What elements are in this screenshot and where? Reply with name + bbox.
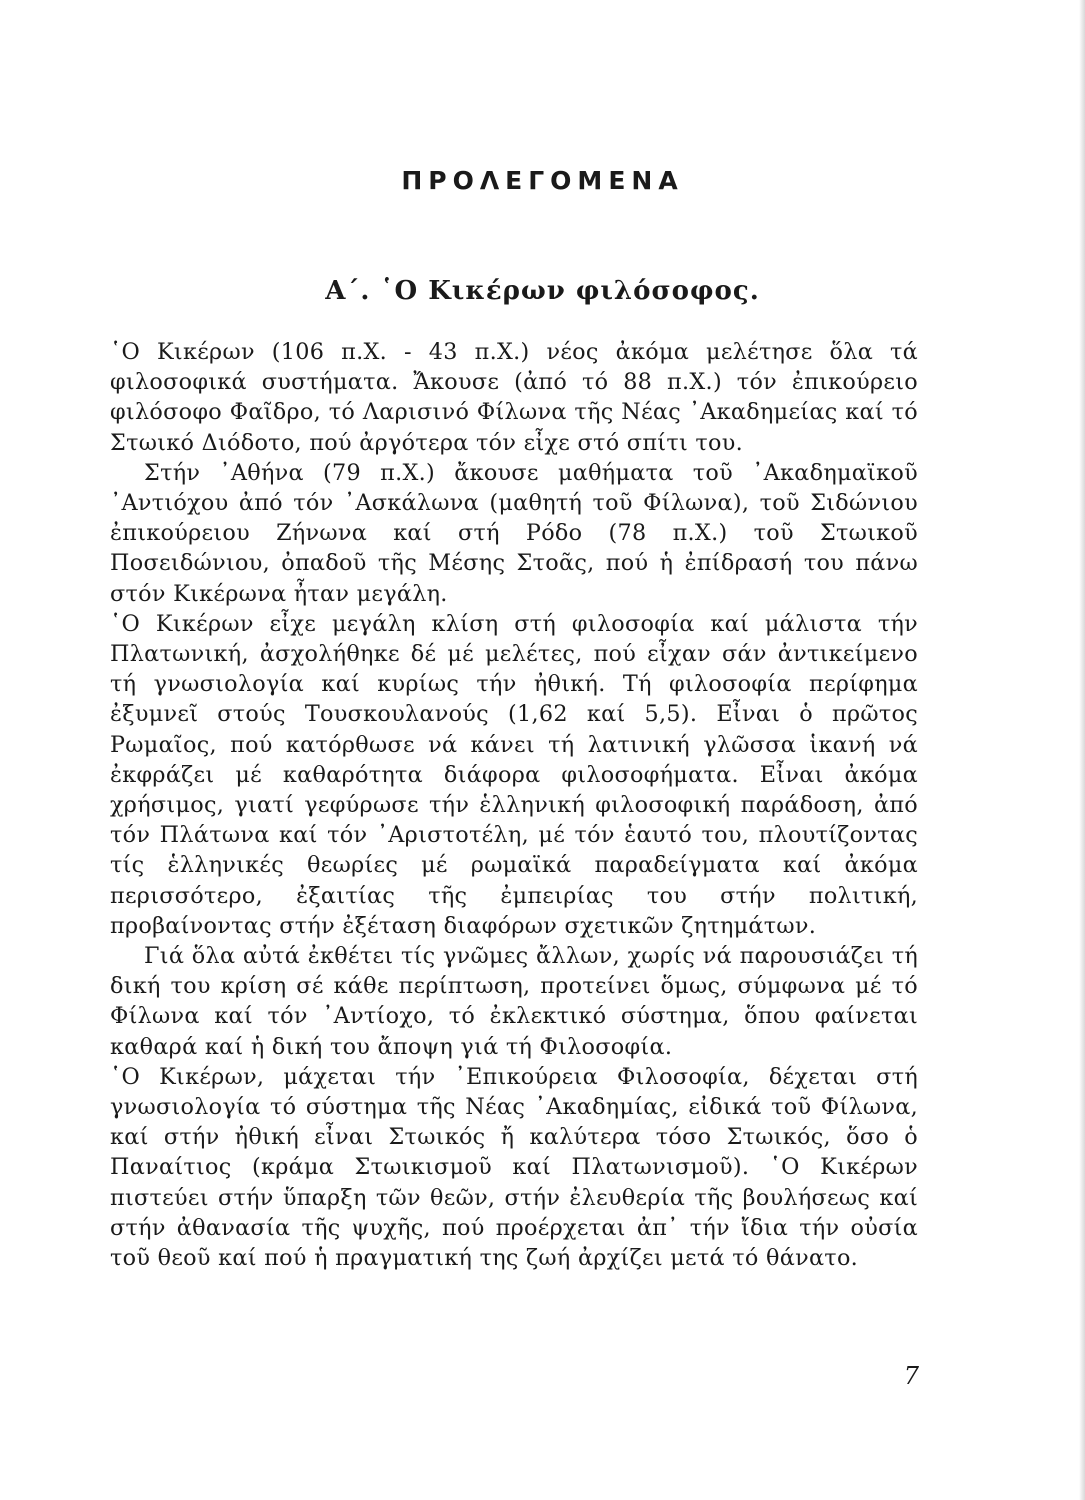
- paragraph-2: Στήν ᾿Αθήνα (79 π.Χ.) ἄκουσε μαθήματα τοῦ ᾿Ακαδημαϊκοῦ ᾿Αντιόχου ἀπό τόν ᾿Ασκάλωνα (μαθητή τοῦ Φίλωνα), τοῦ Σιδώνιου ἐπικούρειου Ζήνωνα καί στή Ρόδο (78 π.Χ.) τοῦ Στωικοῦ Ποσειδώνιου, ὀπαδοῦ τῆς Μέσης Στοᾶς, πού ἡ ἐπίδρασή του πάνω στόν Κικέρωνα ἦταν μεγάλη.: [110, 459, 918, 607]
- page-edge-shadow: [1079, 0, 1085, 1500]
- chapter-title: ΠΡΟΛΕΓΟΜΕΝΑ: [401, 166, 684, 195]
- paragraph-3: ῾Ο Κικέρων εἶχε μεγάλη κλίση στή φιλοσοφία καί μάλιστα τήν Πλατωνική, ἀσχολήθηκε δέ μέ μελέτες, πού εἶχαν σάν ἀντικείμενο τή γνωσιολογία καί κυρίως τήν ἠθική. Τή φιλοσοφία περίφημα ἐξυμνεῖ στούς Τουσκουλανούς (1,62 καί 5,5). Εἶναι ὁ πρῶτος Ρωμαῖος, πού κατόρθωσε νά κάνει τή λατινική γλῶσσα ἱκανή νά ἐκφράζει μέ καθαρότητα διάφορα φιλοσοφήματα. Εἶναι ἀκόμα χρήσιμος, γιατί γεφύρωσε τήν ἑλληνική φιλοσοφική παράδοση, ἀπό τόν Πλάτωνα καί τόν ᾿Αριστοτέλη, μέ τόν ἑαυτό του, πλουτίζοντας τίς ἑλληνικές θεωρίες μέ ρωμαϊκά παραδείγματα καί ἀκόμα περισσότερο, ἐξαιτίας τῆς ἐμπειρίας του στήν πολιτική, προβαίνοντας στήν ἐξέταση διαφόρων σχετικῶν ζητημάτων.: [110, 610, 918, 939]
- section-title: Α΄. ῾Ο Κικέρων φιλόσοφος.: [325, 276, 760, 306]
- body-text: [110, 337, 918, 1273]
- page-number: 7: [903, 1362, 919, 1390]
- paragraph-1: ῾Ο Κικέρων (106 π.Χ. - 43 π.Χ.) νέος ἀκόμα μελέτησε ὅλα τά φιλοσοφικά συστήματα. Ἄκουσε (ἀπό τό 88 π.Χ.) τόν ἐπικούρειο φιλόσοφο Φαῖδρο, τό Λαρισινό Φίλωνα τῆς Νέας ᾿Ακαδημείας καί τό Στωικό Διόδοτο, πού ἀργότερα τόν εἶχε στό σπίτι του.: [110, 339, 918, 456]
- paragraph-5: ῾Ο Κικέρων, μάχεται τήν ᾿Επικούρεια Φιλοσοφία, δέχεται στή γνωσιολογία τό σύστημα τῆς Νέας ᾿Ακαδημίας, εἰδικά τοῦ Φίλωνα, καί στήν ἠθική εἶναι Στωικός ἤ καλύτερα τόσο Στωικός, ὅσο ὁ Παναίτιος (κράμα Στωικισμοῦ καί Πλατωνισμοῦ). ῾Ο Κικέρων πιστεύει στήν ὕπαρξη τῶν θεῶν, στήν ἐλευθερία τῆς βουλήσεως καί στήν ἀθανασία τῆς ψυχῆς, πού προέρχεται ἀπ᾿ τήν ἴδια τήν οὐσία τοῦ θεοῦ καί πού ἡ πραγματική της ζωή ἀρχίζει μετά τό θάνατο.: [110, 1063, 918, 1272]
- paragraph-4: Γιά ὅλα αὐτά ἐκθέτει τίς γνῶμες ἄλλων, χωρίς νά παρουσιάζει τή δική του κρίση σέ κάθε περίπτωση, προτείνει ὅμως, σύμφωνα μέ τό Φίλωνα καί τόν ᾿Αντίοχο, τό ἐκλεκτικό σύστημα, ὅπου φαίνεται καθαρά καί ἡ δική του ἄποψη γιά τή Φιλοσοφία.: [110, 943, 918, 1060]
